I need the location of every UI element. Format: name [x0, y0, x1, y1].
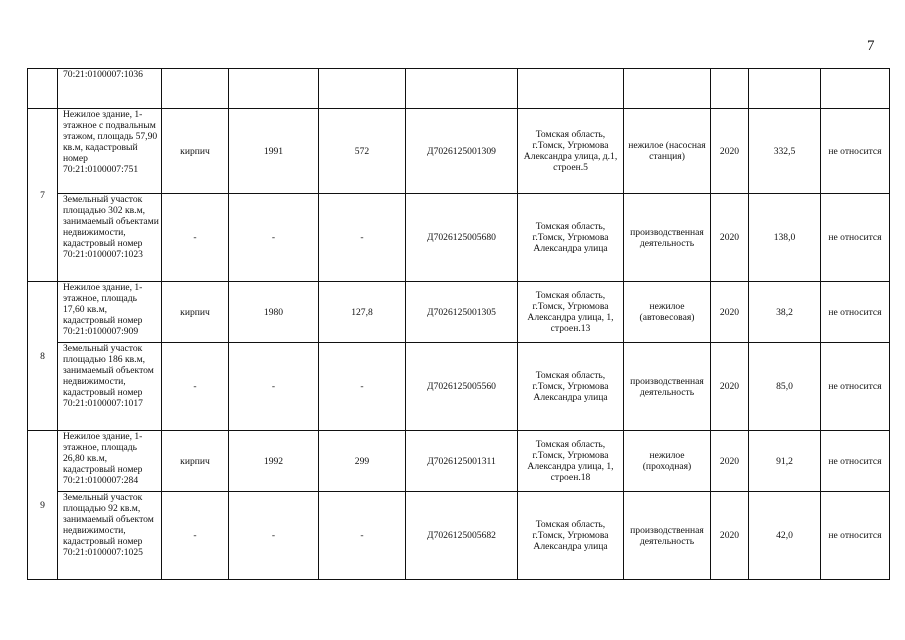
- row-number: 8: [28, 282, 58, 431]
- status: не относится: [821, 282, 890, 343]
- volume: 299: [319, 431, 406, 492]
- build-year: 1992: [229, 431, 319, 492]
- object-name: 70:21:0100007:1036: [58, 69, 162, 109]
- address: Томская область, г.Томск, Угрюмова Александра улица, 1, строен.13: [518, 282, 624, 343]
- volume: 572: [319, 109, 406, 194]
- address: Томская область, г.Томск, Угрюмова Александра улица, д.1, строен.5: [518, 109, 624, 194]
- object-name: Нежилое здание, 1-этажное с подвальным этажом, площадь 57,90 кв.м, кадастровый номер 70:21:0100007:751: [58, 109, 162, 194]
- material: -: [162, 492, 229, 580]
- year: 2020: [711, 343, 749, 431]
- table-row: [28, 282, 890, 343]
- year: 2020: [711, 431, 749, 492]
- address: Томская область, г.Томск, Угрюмова Александра улица: [518, 492, 624, 580]
- build-year: 1991: [229, 109, 319, 194]
- value: 85,0: [749, 343, 821, 431]
- year: 2020: [711, 194, 749, 282]
- volume: -: [319, 194, 406, 282]
- page-number: 7: [867, 38, 875, 54]
- object-name: Нежилое здание, 1-этажное, площадь 26,80 кв.м, кадастровый номер 70:21:0100007:284: [58, 431, 162, 492]
- build-year: -: [229, 194, 319, 282]
- material: кирпич: [162, 109, 229, 194]
- table-row: [28, 194, 890, 282]
- property-table: [27, 68, 890, 580]
- purpose: производственная деятельность: [624, 492, 711, 580]
- address: Томская область, г.Томск, Угрюмова Александра улица: [518, 194, 624, 282]
- material: кирпич: [162, 431, 229, 492]
- volume: -: [319, 343, 406, 431]
- object-code: Д7026125005680: [406, 194, 518, 282]
- table-row: [28, 343, 890, 431]
- object-name: Земельный участок площадью 302 кв.м, занимаемый объектами недвижимости, кадастровый номер 70:21:0100007:1023: [58, 194, 162, 282]
- build-year: 1980: [229, 282, 319, 343]
- volume: 127,8: [319, 282, 406, 343]
- object-name: Земельный участок площадью 186 кв.м, занимаемый объектом недвижимости, кадастровый номер 70:21:0100007:1017: [58, 343, 162, 431]
- object-code: Д7026125001305: [406, 282, 518, 343]
- volume: -: [319, 492, 406, 580]
- purpose: производственная деятельность: [624, 343, 711, 431]
- year: 2020: [711, 109, 749, 194]
- value: 138,0: [749, 194, 821, 282]
- purpose: производственная деятельность: [624, 194, 711, 282]
- year: 2020: [711, 492, 749, 580]
- object-code: Д7026125001309: [406, 109, 518, 194]
- row-number: 9: [28, 431, 58, 580]
- material: -: [162, 343, 229, 431]
- table-row: [28, 69, 890, 109]
- address: Томская область, г.Томск, Угрюмова Александра улица: [518, 343, 624, 431]
- object-name: Земельный участок площадью 92 кв.м, занимаемый объектом недвижимости, кадастровый номер 70:21:0100007:1025: [58, 492, 162, 580]
- build-year: -: [229, 343, 319, 431]
- row-number: 7: [28, 109, 58, 282]
- status: не относится: [821, 194, 890, 282]
- object-code: Д7026125005682: [406, 492, 518, 580]
- table-row: [28, 109, 890, 194]
- status: не относится: [821, 492, 890, 580]
- purpose: нежилое (насосная станция): [624, 109, 711, 194]
- object-name: Нежилое здание, 1-этажное, площадь 17,60 кв.м, кадастровый номер 70:21:0100007:909: [58, 282, 162, 343]
- object-code: Д7026125001311: [406, 431, 518, 492]
- material: -: [162, 194, 229, 282]
- year: 2020: [711, 282, 749, 343]
- material: кирпич: [162, 282, 229, 343]
- value: 38,2: [749, 282, 821, 343]
- status: не относится: [821, 109, 890, 194]
- value: 42,0: [749, 492, 821, 580]
- status: не относится: [821, 431, 890, 492]
- status: не относится: [821, 343, 890, 431]
- build-year: -: [229, 492, 319, 580]
- address: Томская область, г.Томск, Угрюмова Александра улица, 1, строен.18: [518, 431, 624, 492]
- purpose: нежилое (автовесовая): [624, 282, 711, 343]
- table-row: [28, 431, 890, 492]
- table-row: [28, 492, 890, 580]
- value: 332,5: [749, 109, 821, 194]
- value: 91,2: [749, 431, 821, 492]
- purpose: нежилое (проходная): [624, 431, 711, 492]
- object-code: Д7026125005560: [406, 343, 518, 431]
